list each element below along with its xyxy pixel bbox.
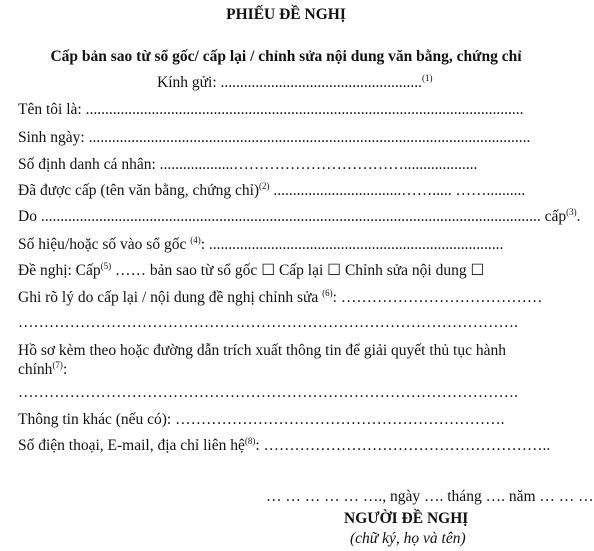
footnote-8: (8) <box>244 436 256 446</box>
field-contact <box>18 437 550 455</box>
footnote-2: (2) <box>259 181 270 191</box>
field-other-info: Thông tin khác (nếu có): ………………………………………………………. <box>18 411 505 428</box>
attachments-label: chính <box>18 361 53 378</box>
footnote-4: (4) <box>190 235 201 245</box>
field-issuer <box>18 208 580 226</box>
recipient-line <box>157 74 433 92</box>
signature-note: (chữ ký, họ và tên) <box>350 530 466 547</box>
form-subtitle: Cấp bản sao từ sổ gốc/ cấp lại / chỉnh sửa nội dung văn bằng, chứng chỉ <box>50 48 522 65</box>
serial-label: Số hiệu/hoặc số vào sổ gốc <box>18 236 191 253</box>
issuer-text: Do ................................................................................................................................. cấp <box>18 208 567 225</box>
reason-dots: : ………………………………… <box>332 289 543 306</box>
footnote-7: (7) <box>52 360 63 370</box>
certificate-label: Đã được cấp (tên văn bằng, chứng chỉ) <box>18 182 260 199</box>
form-title: PHIẾU ĐỀ NGHỊ <box>226 6 346 23</box>
footnote-3: (3) <box>566 207 577 217</box>
contact-dots: : ……………………………………………….. <box>255 437 551 454</box>
field-request-type <box>18 262 484 280</box>
issuer-end: . <box>576 208 581 225</box>
request-options: …… bản sao từ sổ gốc ☐ Cấp lại ☐ Chỉnh sửa nội dung ☐ <box>111 262 485 279</box>
attachments-colon: : <box>62 361 68 378</box>
field-birthdate: Sinh ngày: .................................................................................................................. <box>18 129 531 146</box>
contact-label: Số điện thoại, E-mail, địa chỉ liên hệ <box>18 437 245 454</box>
field-certificate-name <box>18 182 525 200</box>
request-label: Đề nghị: Cấp <box>18 262 101 279</box>
attachments-line-3: ……………………………………………………………………………………. <box>18 384 518 401</box>
footnote-5: (5) <box>100 261 112 271</box>
serial-dots: : ............................................................................ <box>200 236 504 253</box>
field-personal-id: Số định danh cá nhân: ...................……………………………................... <box>18 156 478 173</box>
field-serial-number <box>18 236 503 254</box>
certificate-dots: .................................……..... …….......... <box>269 182 526 199</box>
signature-date-line: … … … … … …., ngày …. tháng …. năm … … … <box>266 488 594 505</box>
attachments-line-2 <box>18 361 67 379</box>
footnote-1: (1) <box>422 73 433 83</box>
field-reason <box>18 289 542 307</box>
reason-label: Ghi rõ lý do cấp lại / nội dung đề nghị chỉnh sửa <box>18 289 323 306</box>
attachments-line-1: Hồ sơ kèm theo hoặc đường dẫn trích xuất thông tin để giải quyết thủ tục hành <box>18 342 506 359</box>
reason-line-2: ……………………………………………………………………………………. <box>18 314 518 331</box>
footnote-6: (6) <box>322 288 333 298</box>
recipient-text: Kính gửi: .................................................... <box>157 74 423 91</box>
signature-title: NGƯỜI ĐỀ NGHỊ <box>344 510 469 527</box>
field-name: Tên tôi là: ................................................................................................................. <box>18 101 524 118</box>
